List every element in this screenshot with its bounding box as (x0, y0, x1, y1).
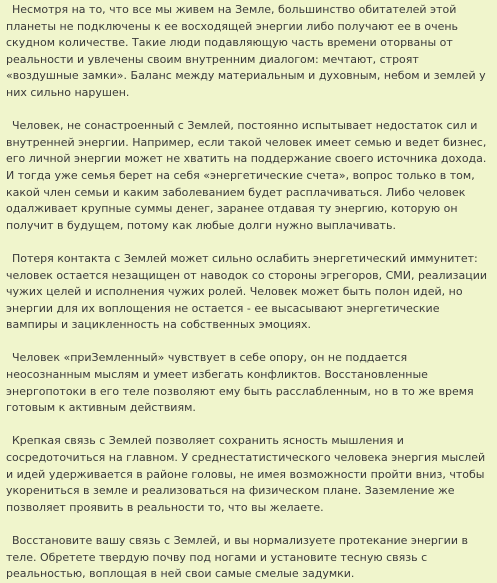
paragraph-2: Человек, не сонастроенный с Землей, постоянно испытывает недостаток сил и внутренней энергии. Например, если такой человек имеет семью и ведет бизнес, его личной энергии может не хватить на поддержание своего источника дохода. И тогда уже семья берет на себя «энергетические счета», вопрос только в том, какой член семьи и каким заболеванием будет расплачиваться. Либо человек одалживает крупные суммы денег, заранее отдавая ту энергию, которую он получит в будущем, потому как любые долги нужно выплачивать. (6, 119, 487, 232)
paragraph-1: Несмотря на то, что все мы живем на Земле, большинство обитателей этой планеты не подключены к ее восходящей энергии либо получают ее в очень скудном количестве. Такие люди подавляющую часть времени оторваны от реальности и увлечены своим внутренним диалогом: мечтают, строят «воздушные замки». Баланс между материальным и духовным, небом и землей у них сильно нарушен. (6, 3, 486, 99)
paragraph-6: Восстановите вашу связь с Землей, и вы нормализуете протекание энергии в теле. Обретете твердую почву под ногами и установите тесную связь с реальностью, воплощая в ней свои самые смелые задумки. (6, 534, 468, 581)
paragraph-5: Крепкая связь с Землей позволяет сохранить ясность мышления и сосредоточиться на главном. У среднестатистического человека энергия мыслей и идей удерживается в районе головы, не имея возможности пройти вниз, чтобы укорениться в земле и реализоваться на физическом плане. Заземление же позволяет проявить в реальности то, что вы желаете. (6, 434, 486, 514)
paragraph-3: Потеря контакта с Землей может сильно ослабить энергетический иммунитет: человек остается незащищен от наводок со стороны эгрегоров, СМИ, реализации чужих целей и исполнения чужих ролей. Человек может быть полон идей, но энергии для их воплощения не остается - ее высасывают энергетические вампиры и зацикленность на собственных эмоциях. (6, 251, 488, 332)
paragraph-4: Человек «приЗемленный» чувствует в себе опору, он не поддается неосознанным мыслям и умеет избегать конфликтов. Восстановленные энергопотоки в его теле позволяют ему быть расслабленным, но в то же время готовым к активным действиям. (6, 351, 474, 415)
